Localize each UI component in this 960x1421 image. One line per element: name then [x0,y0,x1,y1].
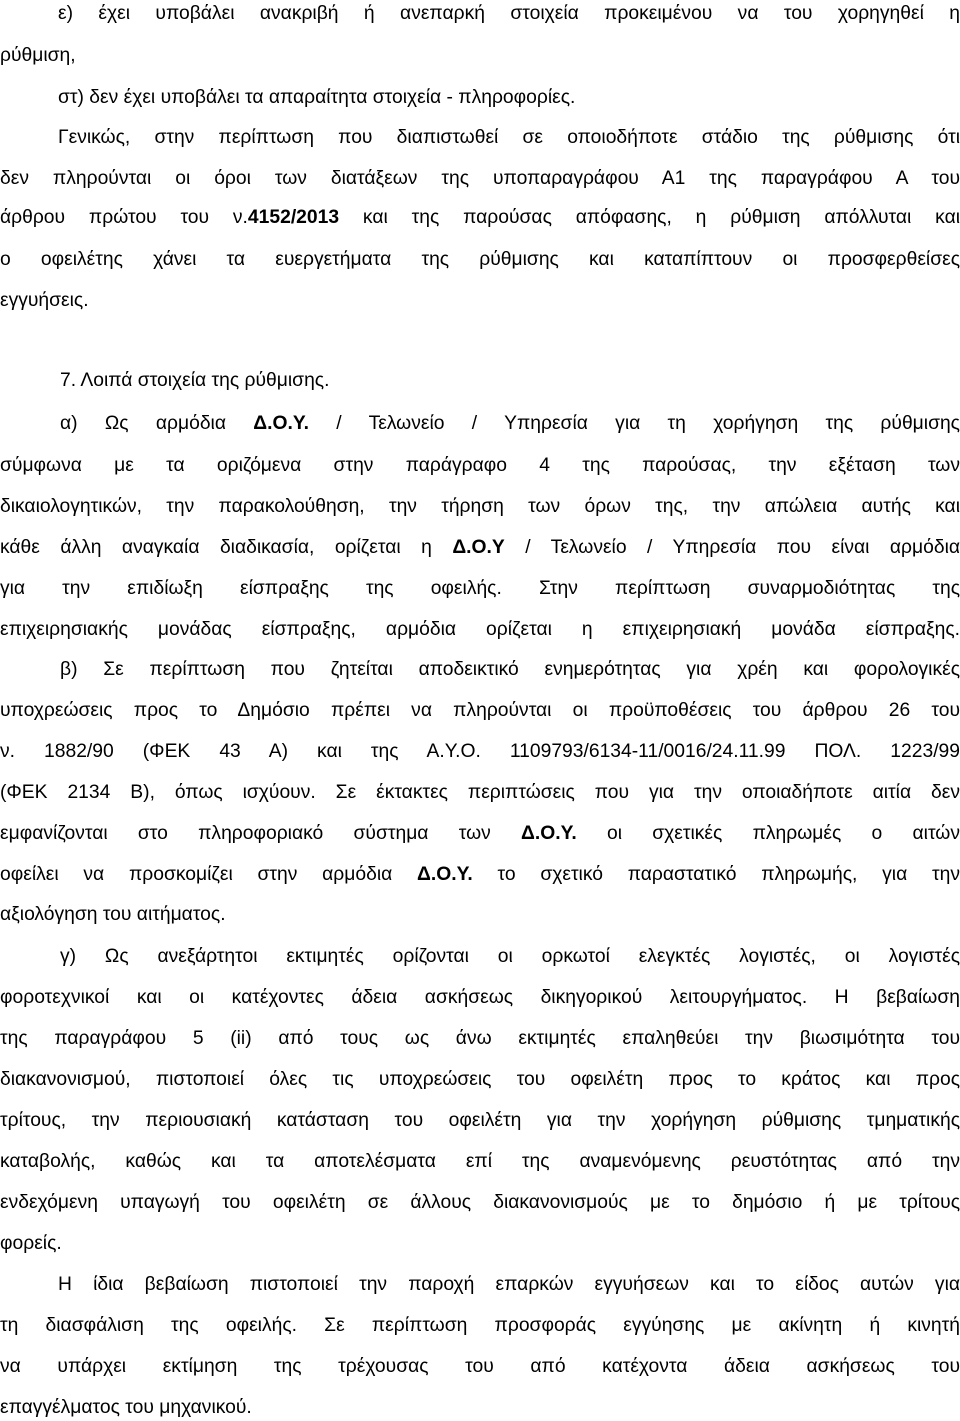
para-b-line-5 [0,822,960,846]
para-a-line-1 [60,412,960,436]
para-a-line-3: δικαιολογητικών, την παρακολούθηση, την τήρηση των όρων της, την απώλεια αυτής και [0,496,960,517]
para-d-line-1: Η ίδια βεβαίωση πιστοποιεί την παροχή επαρκών εγγυήσεων και το είδος αυτών για [58,1274,960,1295]
section-7-heading: 7. Λοιπά στοιχεία της ρύθμισης. [60,370,330,391]
para-general-line-5: εγγυήσεις. [0,290,89,311]
para-b-line-6 [0,863,960,887]
para-general-line-3-start: άρθρου πρώτου του ν. [0,207,248,228]
para-a-line-4-end: / Τελωνείο / Υπηρεσία που είναι αρμόδια [504,537,960,558]
doy-abbrev: Δ.Ο.Υ. [521,823,577,844]
para-b-line-3: ν. 1882/90 (ΦΕΚ 43 Α) και της Α.Υ.Ο. 1109793/6134-11/0016/24.11.99 ΠΟΛ. 1223/99 [0,741,960,762]
para-c-line-6: καταβολής, καθώς και τα αποτελέσματα επί της αναμενόμενης ρευστότητας από την [0,1151,960,1172]
doy-abbrev: Δ.Ο.Υ. [417,864,473,885]
para-general-line-4: ο οφειλέτης χάνει τα ευεργετήματα της ρύθμισης και καταπίπτουν οι προσφερθείσες [0,249,960,270]
para-c-line-8: φορείς. [0,1233,62,1254]
para-b-line-6-start: οφείλει να προσκομίζει στην αρμόδια [0,864,418,885]
law-number: 4152/2013 [247,207,340,228]
para-b-line-1: β) Σε περίπτωση που ζητείται αποδεικτικό ενημερότητας για χρέη και φορολογικές [60,659,960,680]
para-a-line-2: σύμφωνα με τα οριζόμενα στην παράγραφο 4 της παρούσας, την εξέταση των [0,455,960,476]
para-a-line-1-end: / Τελωνείο / Υπηρεσία για τη χορήγηση της ρύθμισης [308,413,960,434]
para-a-line-6: επιχειρησιακής μονάδας είσπραξης, αρμόδια ορίζεται η επιχειρησιακή μονάδα είσπραξης. [0,619,960,640]
para-e-line-2: ρύθμιση, [0,45,76,66]
para-d-line-4: επαγγέλματος του μηχανικού. [0,1397,252,1418]
para-c-line-7: ενδεχόμενη υπαγωγή του οφειλέτη σε άλλους διακανονισμούς με το δημόσιο ή με τρίτους [0,1192,960,1213]
para-a-line-4 [0,536,960,560]
para-general-line-3-end: και της παρούσας απόφασης, η ρύθμιση απόλλυται και [339,207,960,228]
para-b-line-5-start: εμφανίζονται στο πληροφοριακό σύστημα των [0,823,522,844]
para-c-line-1: γ) Ως ανεξάρτητοι εκτιμητές ορίζονται οι ορκωτοί ελεγκτές λογιστές, οι λογιστές [60,946,960,967]
para-general-line-2: δεν πληρούνται οι όροι των διατάξεων της υποπαραγράφου Α1 της παραγράφου Α του [0,168,960,189]
para-a-line-1-start: α) Ως αρμόδια [60,413,254,434]
para-d-line-3: να υπάρχει εκτίμηση της τρέχουσας του από κατέχοντα άδεια ασκήσεως του [0,1356,960,1377]
doy-abbrev: Δ.Ο.Υ [452,537,505,558]
para-e-line-1: ε) έχει υποβάλει ανακριβή ή ανεπαρκή στοιχεία προκειμένου να του χορηγηθεί η [58,3,960,24]
doy-abbrev: Δ.Ο.Υ. [253,413,309,434]
para-c-line-5: τρίτους, την περιουσιακή κατάσταση του οφειλέτη για την χορήγηση ρύθμισης τμηματικής [0,1110,960,1131]
para-c-line-2: φοροτεχνικοί και οι κατέχοντες άδεια ασκήσεως δικηγορικού λειτουργήματος. Η βεβαίωση [0,987,960,1008]
para-a-line-4-start: κάθε άλλη αναγκαία διαδικασία, ορίζεται η [0,537,453,558]
para-general-line-1: Γενικώς, στην περίπτωση που διαπιστωθεί σε οποιοδήποτε στάδιο της ρύθμισης ότι [58,127,960,148]
para-b-line-7: αξιολόγηση του αιτήματος. [0,904,226,925]
para-d-line-2: τη διασφάλιση της οφειλής. Σε περίπτωση προσφοράς εγγύησης με ακίνητη ή κινητή [0,1315,960,1336]
para-c-line-4: διακανονισμού, πιστοποιεί όλες τις υποχρεώσεις του οφειλέτη προς το κράτος και προς [0,1069,960,1090]
para-st-line-1: στ) δεν έχει υποβάλει τα απαραίτητα στοιχεία - πληροφορίες. [58,87,576,108]
para-b-line-4: (ΦΕΚ 2134 Β), όπως ισχύουν. Σε έκτακτες περιπτώσεις που για την οποιαδήποτε αιτία δεν [0,782,960,803]
para-general-line-3 [0,206,960,230]
para-a-line-5: για την επιδίωξη είσπραξης της οφειλής. Στην περίπτωση συναρμοδιότητας της [0,578,960,599]
para-b-line-5-end: οι σχετικές πληρωμές ο αιτών [576,823,960,844]
para-c-line-3: της παραγράφου 5 (ii) από τους ως άνω εκτιμητές επαληθεύει την βιωσιμότητα του [0,1028,960,1049]
para-b-line-2: υποχρεώσεις προς το Δημόσιο πρέπει να πληρούνται οι προϋποθέσεις του άρθρου 26 του [0,700,960,721]
para-b-line-6-end: το σχετικό παραστατικό πληρωμής, για την [472,864,960,885]
